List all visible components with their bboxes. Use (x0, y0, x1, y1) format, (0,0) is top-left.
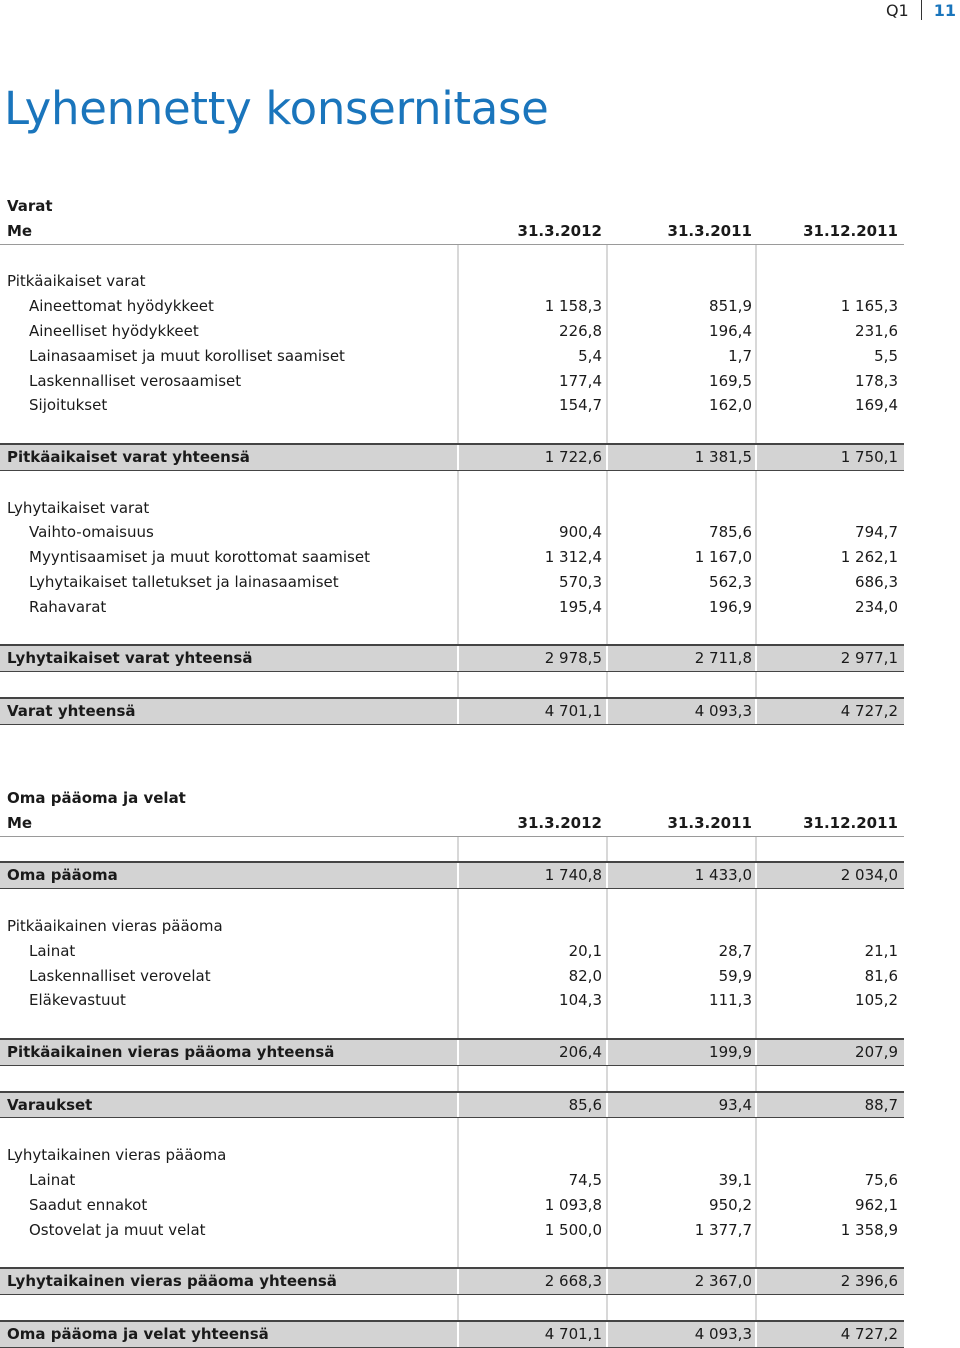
assets-heading-row (0, 194, 904, 219)
cell-value: 1,7 (728, 346, 752, 365)
cell-value: 562,3 (709, 572, 752, 591)
table-row (0, 939, 904, 964)
column-header-3: 31.12.2011 (803, 221, 898, 240)
cell-value: 28,7 (718, 941, 752, 960)
cell-value: 900,4 (559, 523, 602, 542)
cell-value: 4 701,1 (544, 1324, 602, 1343)
table-row (0, 570, 904, 595)
table-row (0, 595, 904, 620)
cell-value: 199,9 (709, 1042, 752, 1061)
cell-value: 2 034,0 (840, 866, 898, 885)
cell-value: 195,4 (559, 597, 602, 616)
cell-value: 4 727,2 (840, 701, 898, 720)
cell-value: 111,3 (709, 991, 752, 1010)
row-label: Aineettomat hyödykkeet (29, 297, 214, 316)
spacer-row (0, 620, 904, 645)
section-heading: Pitkäaikaiset varat (7, 272, 146, 291)
cell-value: 59,9 (718, 966, 752, 985)
assets-heading: Varat (7, 197, 53, 215)
row-label: Laskennalliset verovelat (29, 966, 211, 985)
row-label: Lyhytaikaiset talletukset ja lainasaamiset (29, 572, 339, 591)
cell-value: 1 722,6 (544, 447, 602, 466)
table-row (0, 319, 904, 344)
spacer-row (0, 1013, 904, 1038)
spacer-row (0, 1242, 904, 1267)
row-label: Lainat (29, 1170, 76, 1189)
cell-value: 1 433,0 (694, 866, 752, 885)
section-heading: Lyhytaikainen vieras pääoma (7, 1146, 227, 1165)
cell-value: 39,1 (718, 1170, 752, 1189)
cell-value: 950,2 (709, 1195, 752, 1214)
cell-value: 20,1 (568, 941, 602, 960)
row-label: Varat yhteensä (7, 701, 136, 720)
page-number: 11 (933, 0, 956, 20)
page-title: Lyhennetty konsernitase (4, 82, 549, 135)
cell-value: 104,3 (559, 991, 602, 1010)
row-label: Eläkevastuut (29, 991, 126, 1010)
row-label: Pitkäaikaiset varat yhteensä (7, 447, 250, 466)
cell-value: 85,6 (568, 1095, 602, 1114)
subtotal-row (0, 1267, 904, 1295)
table-row (0, 393, 904, 418)
cell-value: 234,0 (855, 597, 898, 616)
cell-value: 4 727,2 (840, 1324, 898, 1343)
cell-value: 74,5 (568, 1170, 602, 1189)
row-label: Laskennalliset verosaamiset (29, 371, 242, 390)
cell-value: 2 396,6 (840, 1272, 898, 1291)
unit-label: Me (7, 813, 33, 832)
equity-liabilities-table (0, 786, 904, 1348)
subtotal-row (0, 861, 904, 889)
column-header-2: 31.3.2011 (667, 221, 752, 240)
column-header-1: 31.3.2012 (517, 221, 602, 240)
cell-value: 2 978,5 (544, 649, 602, 668)
subtotal-row (0, 1038, 904, 1066)
cell-value: 851,9 (709, 297, 752, 316)
cell-value: 178,3 (855, 371, 898, 390)
table-row (0, 1168, 904, 1193)
spacer-row (0, 244, 904, 270)
cell-value: 21,1 (864, 941, 898, 960)
cell-value: 154,7 (559, 396, 602, 415)
cell-value: 2 367,0 (694, 1272, 752, 1291)
cell-value: 207,9 (855, 1042, 898, 1061)
cell-value: 1 500,0 (544, 1220, 602, 1239)
spacer-row (0, 889, 904, 914)
cell-value: 81,6 (864, 966, 898, 985)
equity-heading-row (0, 786, 904, 811)
table-row (0, 964, 904, 989)
row-label: Ostovelat ja muut velat (29, 1220, 206, 1239)
row-label: Varaukset (7, 1095, 93, 1114)
spacer-row (0, 672, 904, 697)
table-row (0, 369, 904, 394)
cell-value: 4 093,3 (694, 701, 752, 720)
cell-value: 1 093,8 (544, 1195, 602, 1214)
cell-value: 2 668,3 (544, 1272, 602, 1291)
spacer-row (0, 1118, 904, 1143)
cell-value: 196,9 (709, 597, 752, 616)
cell-value: 5,5 (874, 346, 898, 365)
cell-value: 169,5 (709, 371, 752, 390)
row-label: Rahavarat (29, 597, 107, 616)
grand-total-row (0, 697, 904, 725)
spacer-row (0, 836, 904, 862)
quarter-label: Q1 (885, 0, 909, 20)
row-label: Aineelliset hyödykkeet (29, 321, 199, 340)
section-heading-row (0, 914, 904, 939)
cell-value: 1 381,5 (694, 447, 752, 466)
cell-value: 1 740,8 (544, 866, 602, 885)
row-label: Myyntisaamiset ja muut korottomat saamiset (29, 548, 370, 567)
column-header-1: 31.3.2012 (517, 813, 602, 832)
cell-value: 1 167,0 (694, 548, 752, 567)
row-label: Vaihto-omaisuus (29, 523, 154, 542)
cell-value: 794,7 (855, 523, 898, 542)
cell-value: 196,4 (709, 321, 752, 340)
cell-value: 5,4 (578, 346, 602, 365)
cell-value: 1 312,4 (544, 548, 602, 567)
table-row (0, 294, 904, 319)
cell-value: 2 711,8 (694, 649, 752, 668)
table-row (0, 545, 904, 570)
section-heading: Pitkäaikainen vieras pääoma (7, 916, 223, 935)
cell-value: 82,0 (568, 966, 602, 985)
cell-value: 226,8 (559, 321, 602, 340)
spacer-row (0, 1295, 904, 1320)
row-label: Lainasaamiset ja muut korolliset saamiset (29, 346, 345, 365)
equity-heading: Oma pääoma ja velat (7, 789, 186, 807)
cell-value: 686,3 (855, 572, 898, 591)
section-heading-row (0, 269, 904, 294)
page-header (886, 0, 956, 20)
cell-value: 962,1 (855, 1195, 898, 1214)
unit-label: Me (7, 221, 33, 240)
cell-value: 88,7 (864, 1095, 898, 1114)
cell-value: 75,6 (864, 1170, 898, 1189)
cell-value: 1 358,9 (840, 1220, 898, 1239)
row-label: Lainat (29, 941, 76, 960)
cell-value: 1 158,3 (544, 297, 602, 316)
table-row (0, 1218, 904, 1243)
row-label: Sijoitukset (29, 396, 108, 415)
table-row (0, 344, 904, 369)
cell-value: 570,3 (559, 572, 602, 591)
cell-value: 93,4 (718, 1095, 752, 1114)
cell-value: 1 750,1 (840, 447, 898, 466)
table-row (0, 988, 904, 1013)
row-label: Saadut ennakot (29, 1195, 148, 1214)
row-label: Oma pääoma ja velat yhteensä (7, 1324, 269, 1343)
cell-value: 4 701,1 (544, 701, 602, 720)
spacer-row (0, 1066, 904, 1091)
cell-value: 1 377,7 (694, 1220, 752, 1239)
cell-value: 4 093,3 (694, 1324, 752, 1343)
subtotal-row (0, 644, 904, 672)
subtotal-row (0, 1091, 904, 1119)
table-row (0, 520, 904, 545)
cell-value: 162,0 (709, 396, 752, 415)
section-heading-row (0, 496, 904, 521)
spacer-row (0, 471, 904, 496)
cell-value: 206,4 (559, 1042, 602, 1061)
section-heading: Lyhytaikaiset varat (7, 498, 150, 517)
section-heading-row (0, 1143, 904, 1168)
row-label: Lyhytaikaiset varat yhteensä (7, 649, 253, 668)
cell-value: 2 977,1 (840, 649, 898, 668)
column-header-3: 31.12.2011 (803, 813, 898, 832)
column-header-2: 31.3.2011 (667, 813, 752, 832)
cell-value: 105,2 (855, 991, 898, 1010)
row-label: Lyhytaikainen vieras pääoma yhteensä (7, 1272, 337, 1291)
row-label: Pitkäaikainen vieras pääoma yhteensä (7, 1042, 335, 1061)
cell-value: 1 262,1 (840, 548, 898, 567)
cell-value: 169,4 (855, 396, 898, 415)
table-row (0, 1193, 904, 1218)
spacer-row (0, 418, 904, 443)
cell-value: 177,4 (559, 371, 602, 390)
cell-value: 1 165,3 (840, 297, 898, 316)
assets-table (0, 194, 904, 725)
cell-value: 785,6 (709, 523, 752, 542)
row-label: Oma pääoma (7, 866, 118, 885)
assets-column-header (0, 219, 904, 244)
subtotal-row (0, 443, 904, 471)
equity-column-header (0, 811, 904, 836)
cell-value: 231,6 (855, 321, 898, 340)
